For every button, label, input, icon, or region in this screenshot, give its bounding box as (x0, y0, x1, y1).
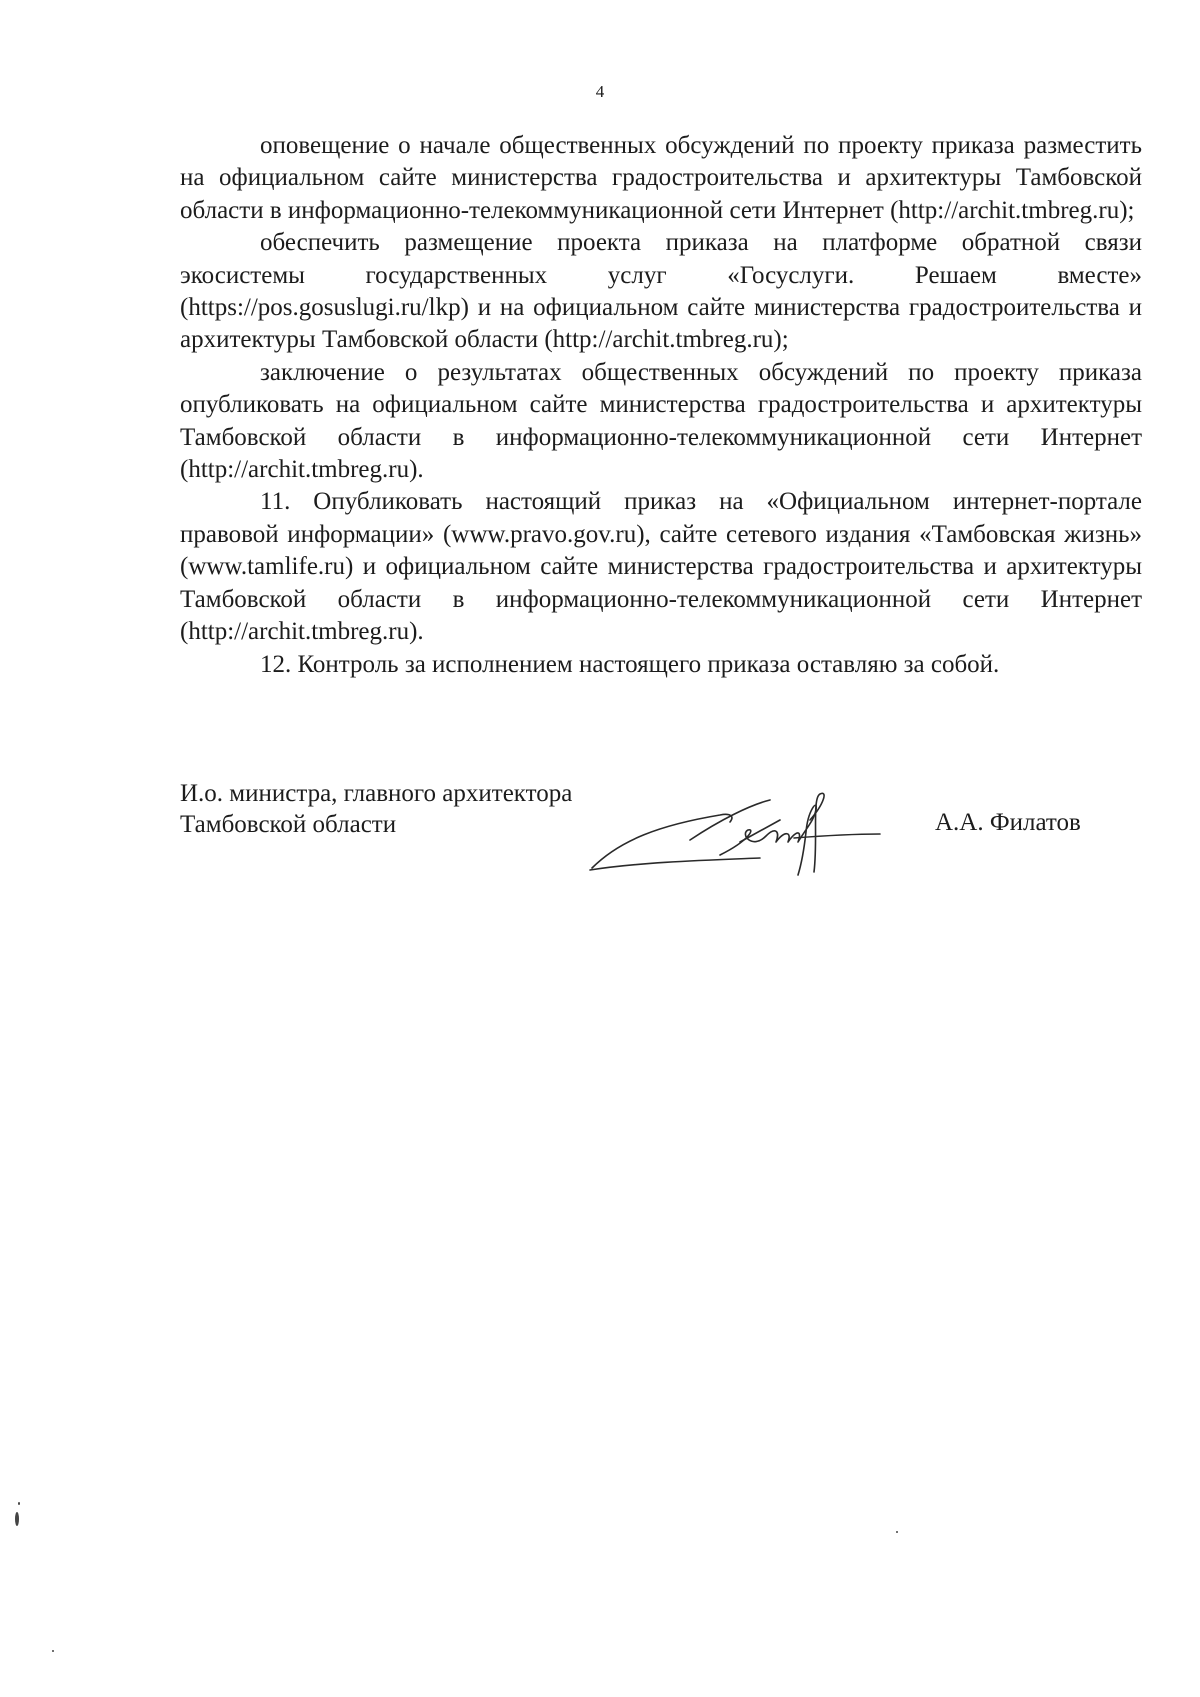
page-number: 4 (595, 82, 605, 101)
signatory-position-line-2: Тамбовской области (180, 811, 397, 838)
paragraph-conclusion: заключение о результатах общественных обсуждений по проекту приказа опубликовать на официальном сайте министерства градостроительства и архитектуры Тамбовской области в информационно-телекоммуникационной сети Интернет (http://archit.tmbreg.ru). (180, 358, 1142, 484)
paragraph-notification: оповещение о начале общественных обсуждений по проекту приказа разместить на официальном сайте министерства градостроительства и архитектуры Тамбовской области в информационно-телекоммуникационной сети Интернет (http://archit.tmbreg.ru); (180, 132, 1142, 224)
signatory-position (180, 778, 572, 840)
handwritten-signature (580, 780, 900, 880)
scan-speck (52, 1650, 54, 1652)
signatory-position-line-1: И.о. министра, главного архитектора (180, 780, 573, 807)
scan-speck (896, 1531, 898, 1533)
signer-name: А.А. Филатов (935, 809, 1081, 836)
scan-speck (18, 1502, 20, 1505)
paragraph-item-11: 11. Опубликовать настоящий приказ на «Официальном интернет-портале правовой информации» (www.pravo.gov.ru), сайте сетевого издания «Тамбовская жизнь» (www.tamlife.ru) и официальном сайте министерства градостроительства и архитектуры Тамбовской области в информационно-телекоммуникационной сети Интернет (http://archit.tmbreg.ru). (180, 488, 1142, 646)
scan-speck (15, 1512, 19, 1526)
document-body (180, 130, 1142, 681)
paragraph-platform-posting: обеспечить размещение проекта приказа на платформе обратной связи экосистемы государственных услуг «Госуслуги. Решаем вместе» (https://pos.gosuslugi.ru/lkp) и на официальном сайте министерства градостроительства и архитектуры Тамбовской области (http://archit.tmbreg.ru); (180, 229, 1142, 354)
paragraph-item-12: 12. Контроль за исполнением настоящего приказа оставляю за собой. (260, 650, 1000, 678)
